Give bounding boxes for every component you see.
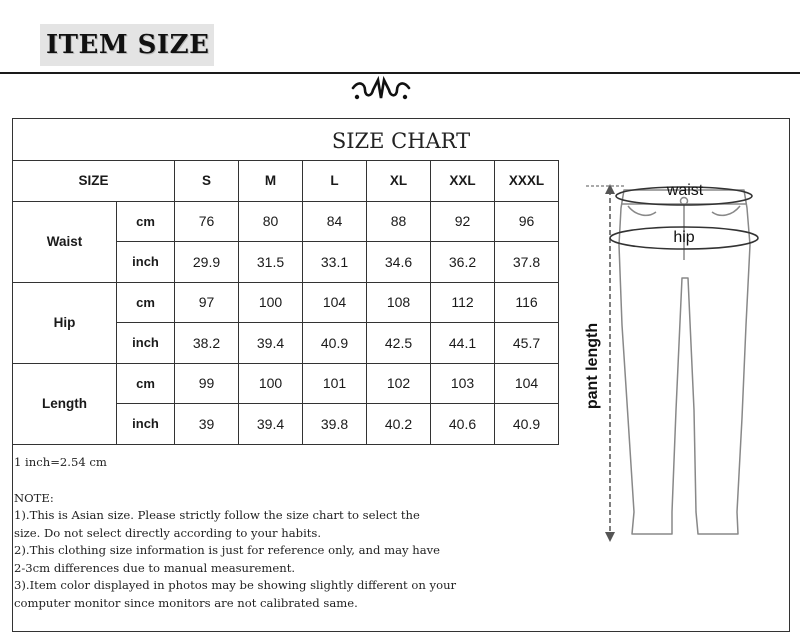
note-line: 3).Item color displayed in photos may be showing slightly different on your <box>14 578 457 592</box>
table-cell: 116 <box>495 282 559 323</box>
table-cell: 102 <box>367 363 431 404</box>
table-cell: 38.2 <box>175 323 239 364</box>
note-line: size. Do not select directly according to your habits. <box>14 525 322 540</box>
header-row <box>13 161 559 202</box>
table-cell: 37.8 <box>495 242 559 283</box>
size-header: SIZE <box>13 161 175 202</box>
table-cell: 40.9 <box>495 404 559 445</box>
table-cell: 45.7 <box>495 323 559 364</box>
measure-label-waist: Waist <box>13 201 117 282</box>
notes-heading: NOTE: <box>14 490 54 505</box>
measure-label-length: Length <box>13 363 117 444</box>
table-cell: 76 <box>175 201 239 242</box>
table-cell: 40.2 <box>367 404 431 445</box>
table-cell: 99 <box>175 363 239 404</box>
table-cell: 112 <box>431 282 495 323</box>
header-divider <box>0 72 800 74</box>
size-col-header: XXL <box>431 161 495 202</box>
unit-label: cm <box>117 282 175 323</box>
table-cell: 103 <box>431 363 495 404</box>
decorative-flourish-icon <box>345 76 417 104</box>
unit-label: cm <box>117 201 175 242</box>
table-cell: 84 <box>303 201 367 242</box>
unit-label: inch <box>117 404 175 445</box>
table-cell: 108 <box>367 282 431 323</box>
table-row <box>13 201 559 242</box>
table-cell: 101 <box>303 363 367 404</box>
chart-title: SIZE CHART <box>331 129 471 153</box>
waist-label: waist <box>666 182 704 199</box>
size-table <box>12 160 559 445</box>
table-cell: 39.4 <box>239 323 303 364</box>
table-cell: 104 <box>303 282 367 323</box>
table-cell: 31.5 <box>239 242 303 283</box>
table-cell: 40.9 <box>303 323 367 364</box>
conversion-note: 1 inch=2.54 cm <box>14 455 107 469</box>
table-cell: 39.4 <box>239 404 303 445</box>
table-cell: 33.1 <box>303 242 367 283</box>
table-cell: 80 <box>239 201 303 242</box>
note-line: 2-3cm differences due to manual measurement. <box>14 560 296 575</box>
pants-measurement-diagram <box>572 160 788 564</box>
size-col-header: S <box>175 161 239 202</box>
table-cell: 100 <box>239 363 303 404</box>
table-cell: 96 <box>495 201 559 242</box>
table-cell: 100 <box>239 282 303 323</box>
size-col-header: L <box>303 161 367 202</box>
item-size-heading: ITEM SIZE <box>40 24 214 66</box>
table-row <box>13 282 559 323</box>
hip-label: hip <box>673 229 695 246</box>
table-cell: 88 <box>367 201 431 242</box>
table-cell: 39.8 <box>303 404 367 445</box>
table-cell: 92 <box>431 201 495 242</box>
table-row <box>13 363 559 404</box>
table-cell: 44.1 <box>431 323 495 364</box>
table-cell: 34.6 <box>367 242 431 283</box>
measure-label-hip: Hip <box>13 282 117 363</box>
table-cell: 42.5 <box>367 323 431 364</box>
note-line: computer monitor since monitors are not calibrated same. <box>14 595 358 610</box>
size-col-header: XXXL <box>495 161 559 202</box>
pant-length-label: pant length <box>584 322 601 410</box>
table-cell: 36.2 <box>431 242 495 283</box>
table-cell: 29.9 <box>175 242 239 283</box>
unit-label: cm <box>117 363 175 404</box>
size-col-header: M <box>239 161 303 202</box>
table-cell: 40.6 <box>431 404 495 445</box>
notes-section <box>14 454 562 612</box>
unit-label: inch <box>117 242 175 283</box>
table-cell: 104 <box>495 363 559 404</box>
arrow-down-icon <box>605 532 615 542</box>
note-line: 1).This is Asian size. Please strictly follow the size chart to select the <box>14 508 420 522</box>
size-col-header: XL <box>367 161 431 202</box>
note-line: 2).This clothing size information is just for reference only, and may have <box>14 543 441 557</box>
unit-label: inch <box>117 323 175 364</box>
table-cell: 97 <box>175 282 239 323</box>
table-cell: 39 <box>175 404 239 445</box>
